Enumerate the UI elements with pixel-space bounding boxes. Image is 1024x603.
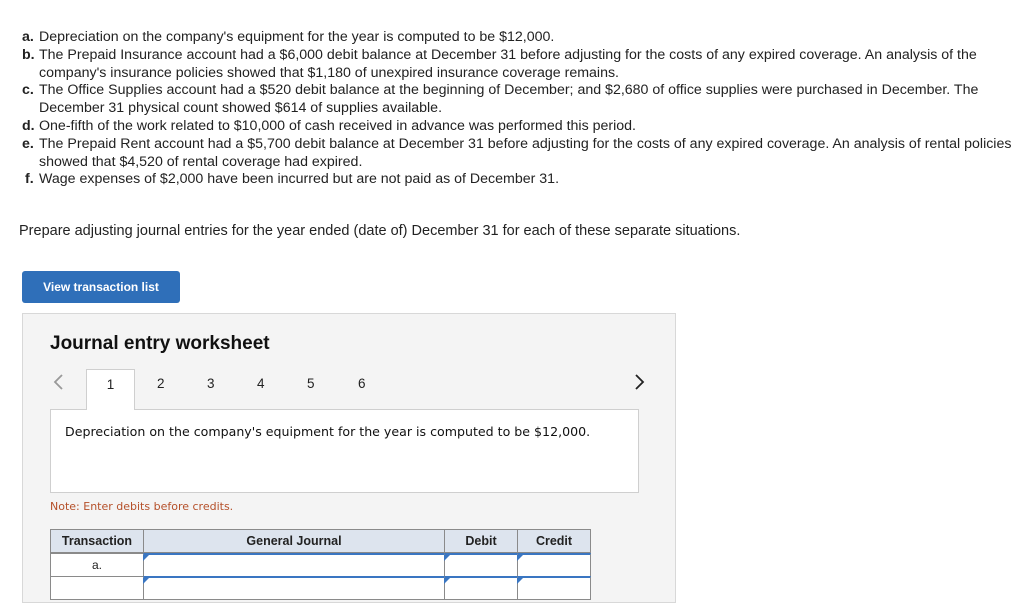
table-row-transaction xyxy=(50,576,144,600)
debit-input[interactable] xyxy=(444,553,518,577)
input-marker-icon xyxy=(143,578,149,584)
problem-e xyxy=(22,136,1012,172)
credit-input[interactable] xyxy=(517,576,591,600)
credit-input[interactable] xyxy=(517,553,591,577)
problem-a xyxy=(22,29,1012,47)
problem-letter: b. xyxy=(22,46,35,63)
tab-6[interactable]: 6 xyxy=(358,376,366,391)
column-header-debit: Debit xyxy=(444,529,518,553)
input-marker-icon xyxy=(444,555,450,561)
problem-list xyxy=(22,29,1012,189)
general-journal-input[interactable] xyxy=(143,576,445,600)
problem-letter: a. xyxy=(22,29,34,45)
problem-d xyxy=(22,118,1012,136)
tab-1[interactable] xyxy=(86,369,135,410)
problem-letter: e. xyxy=(22,135,34,152)
input-marker-icon xyxy=(444,578,450,584)
tab-5[interactable]: 5 xyxy=(307,376,315,391)
problem-letter: d. xyxy=(22,117,35,134)
problem-b xyxy=(22,47,1012,83)
problem-f xyxy=(22,171,1012,189)
problem-text: Depreciation on the company's equipment for the year is computed to be $12,000. xyxy=(39,29,555,45)
tab-label: 1 xyxy=(106,377,115,392)
tab-3[interactable]: 3 xyxy=(207,376,215,391)
problem-text: The Prepaid Insurance account had a $6,000 debit balance at December 31 before adjusting for the costs of any expired coverage. An analysis of the company's insurance policies showed that $1,180 of unexpired insurance coverage remains. xyxy=(39,46,977,81)
view-transaction-list-button[interactable]: View transaction list xyxy=(22,271,180,303)
worksheet-title: Journal entry worksheet xyxy=(50,333,270,354)
input-marker-icon xyxy=(143,555,149,561)
problem-letter: f. xyxy=(25,171,34,188)
problem-text: The Office Supplies account had a $520 debit balance at the beginning of December; and $2,680 of office supplies were purchased in December. The December 31 physical count showed $614 of supplies available. xyxy=(39,82,979,117)
column-header-credit: Credit xyxy=(517,529,591,553)
tab-4[interactable]: 4 xyxy=(257,376,265,391)
chevron-left-icon[interactable] xyxy=(52,373,64,397)
instructions: Prepare adjusting journal entries for the year ended (date of) December 31 for each of these separate situations. xyxy=(19,223,741,239)
table-row-transaction: a. xyxy=(50,553,144,577)
journal-entry-worksheet xyxy=(22,313,676,603)
tab-2[interactable]: 2 xyxy=(157,376,165,391)
chevron-right-icon[interactable] xyxy=(634,373,646,397)
general-journal-input[interactable] xyxy=(143,553,445,577)
problem-c xyxy=(22,82,1012,118)
problem-letter: c. xyxy=(22,82,34,99)
input-marker-icon xyxy=(517,555,523,561)
problem-text: The Prepaid Rent account had a $5,700 debit balance at December 31 before adjusting for the costs of any expired coverage. An analysis of rental policies showed that $4,520 of rental coverage had expired. xyxy=(39,135,1012,170)
problem-text: Wage expenses of $2,000 have been incurred but are not paid as of December 31. xyxy=(39,171,560,188)
transaction-description: Depreciation on the company's equipment for the year is computed to be $12,000. xyxy=(50,409,639,493)
debit-input[interactable] xyxy=(444,576,518,600)
problem-text: One-fifth of the work related to $10,000 of cash received in advance was performed this period. xyxy=(39,117,636,134)
note-text: Note: Enter debits before credits. xyxy=(50,500,234,513)
column-header-transaction: Transaction xyxy=(50,529,144,553)
column-header-general-journal: General Journal xyxy=(143,529,445,553)
input-marker-icon xyxy=(517,578,523,584)
